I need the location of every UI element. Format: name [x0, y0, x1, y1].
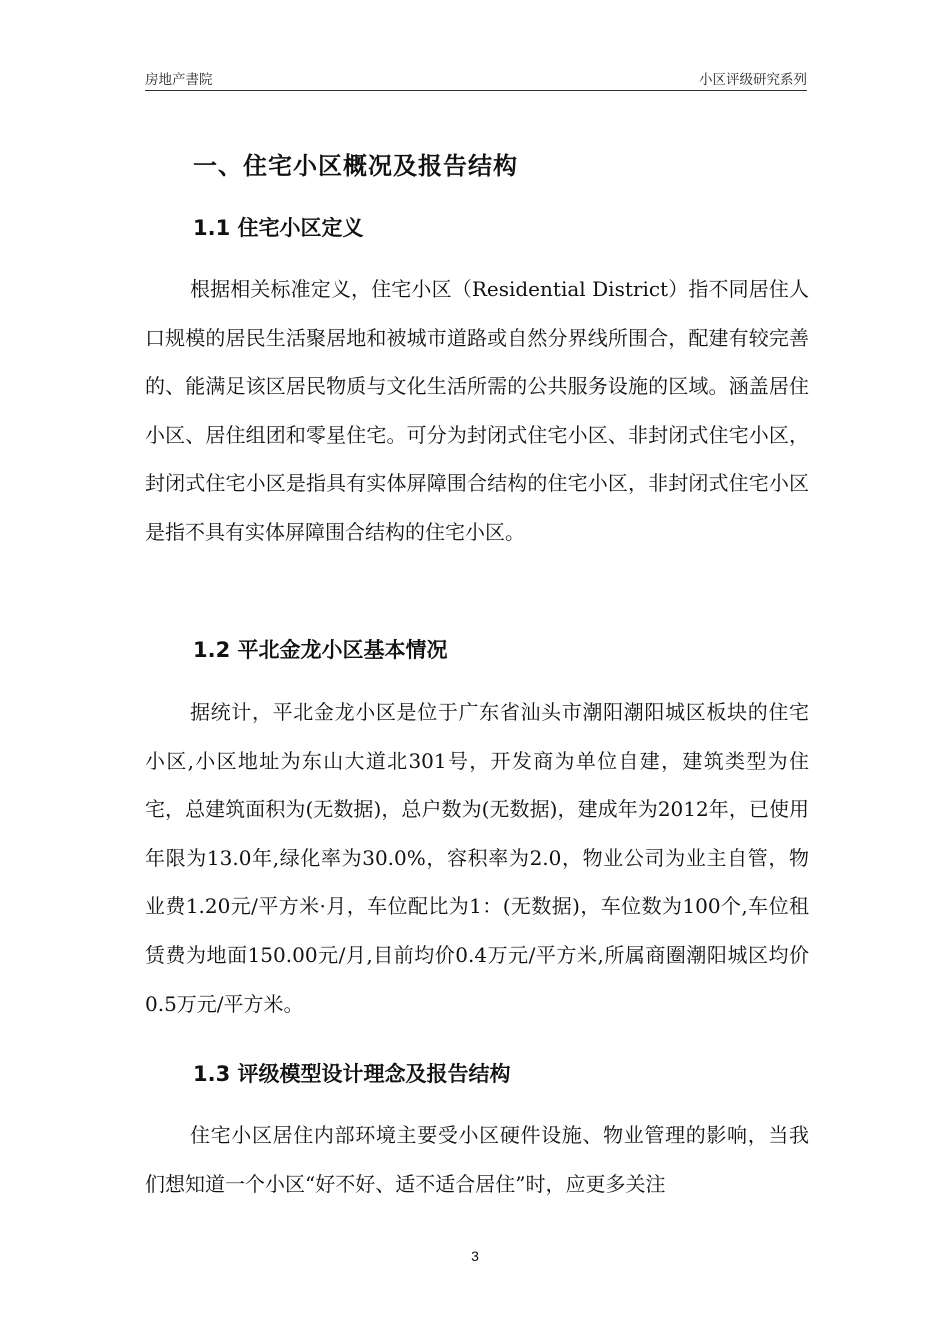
paragraph-community-info: 据统计，平北金龙小区是位于广东省汕头市潮阳潮阳城区板块的住宅小区,小区地址为东山大道北301号，开发商为单位自建，建筑类型为住宅，总建筑面积为(无数据)，总户数为(无数据)，建成年为2012年，已使用年限为13.0年,绿化率为30.0%，容积率为2.0，物业公司为业主自管，物业费1.20元/平方米·月，车位配比为1：(无数据)，车位数为100个,车位租赁费为地面150.00元/月,目前均价0.4万元/平方米,所属商圈潮阳城区均价0.5万元/平方米。 [145, 700, 809, 1016]
subsection-heading-1-1: 1.1 住宅小区定义 [193, 216, 364, 240]
header-publisher: 房地产書院 [145, 72, 213, 88]
subsection-heading-1-2: 1.2 平北金龙小区基本情况 [193, 638, 448, 662]
subsection-heading-1-3: 1.3 评级模型设计理念及报告结构 [193, 1062, 511, 1086]
page-header [145, 66, 807, 91]
paragraph-model-design: 住宅小区居住内部环境主要受小区硬件设施、物业管理的影响，当我们想知道一个小区“好不好、适不适合居住”时，应更多关注 [145, 1123, 809, 1196]
section-title: 一、住宅小区概况及报告结构 [193, 152, 518, 180]
paragraph-definition: 根据相关标准定义，住宅小区（Residential District）指不同居住人口规模的居民生活聚居地和被城市道路或自然分界线所围合，配建有较完善的、能满足该区居民物质与文化生活所需的公共服务设施的区域。涵盖居住小区、居住组团和零星住宅。可分为封闭式住宅小区、非封闭式住宅小区，封闭式住宅小区是指具有实体屏障围合结构的住宅小区，非封闭式住宅小区是指不具有实体屏障围合结构的住宅小区。 [145, 277, 809, 544]
page-number: 3 [471, 1248, 479, 1264]
header-series-title: 小区评级研究系列 [699, 72, 807, 88]
